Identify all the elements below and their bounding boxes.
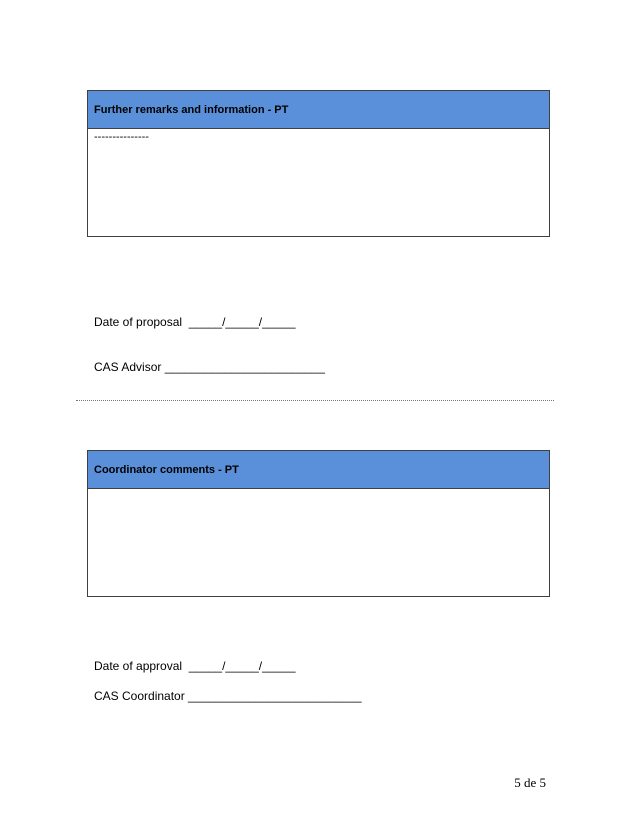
remarks-header: Further remarks and information - PT [88, 91, 549, 129]
remarks-content[interactable]: --------------- [94, 131, 149, 143]
coordinator-comments-header: Coordinator comments - PT [88, 451, 549, 489]
remarks-box [87, 90, 550, 237]
date-of-approval-field[interactable]: Date of approval _____/_____/_____ [94, 659, 296, 673]
section-separator [76, 400, 554, 401]
cas-coordinator-field[interactable]: CAS Coordinator __________________________ [94, 689, 362, 703]
date-of-proposal-field[interactable]: Date of proposal _____/_____/_____ [94, 315, 296, 329]
cas-advisor-field[interactable]: CAS Advisor ________________________ [94, 360, 325, 374]
page-number: 5 de 5 [514, 775, 546, 790]
coordinator-comments-content[interactable] [88, 489, 549, 596]
coordinator-comments-box [87, 450, 550, 597]
